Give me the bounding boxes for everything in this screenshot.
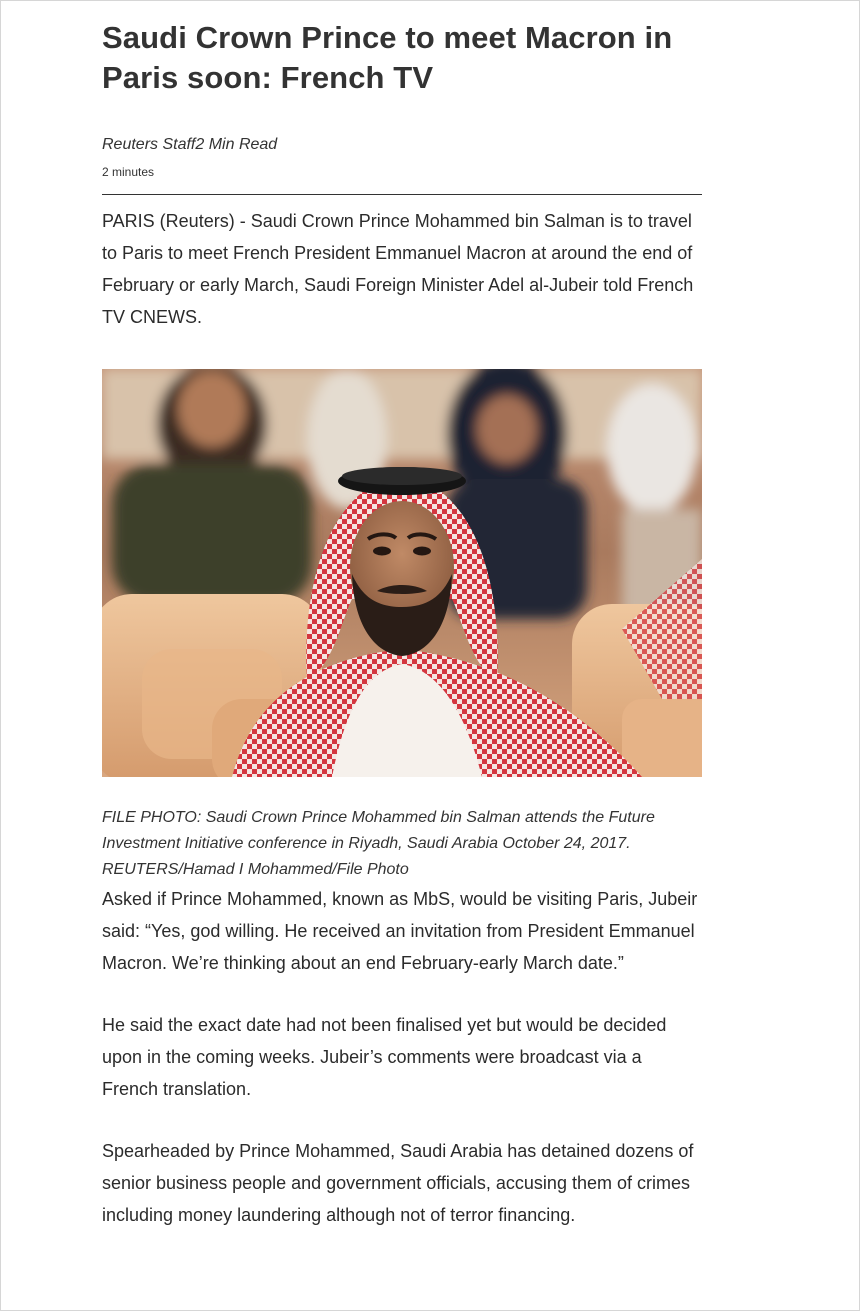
article-headline: Saudi Crown Prince to meet Macron in Paris soon: French TV bbox=[102, 20, 673, 95]
article-photo bbox=[102, 369, 702, 777]
article-paragraph-lead: PARIS (Reuters) - Saudi Crown Prince Mohammed bin Salman is to travel to Paris to meet French President Emmanuel Macron at around the end of February or early March, Saudi Foreign Minister Adel al-Jubeir told French TV CNEWS. bbox=[102, 211, 694, 327]
article-byline: Reuters Staff2 Min Read bbox=[102, 136, 278, 153]
read-time: 2 minutes bbox=[102, 165, 155, 179]
header-divider bbox=[102, 194, 702, 195]
photo-caption: FILE PHOTO: Saudi Crown Prince Mohammed bin Salman attends the Future Investment Initiative conference in Riyadh, Saudi Arabia October 24, 2017. REUTERS/Hamad I Mohammed/File Photo bbox=[102, 809, 655, 878]
article bbox=[102, 0, 702, 1231]
article-paragraph: He said the exact date had not been finalised yet but would be decided upon in the coming weeks. Jubeir’s comments were broadcast via a French translation. bbox=[102, 1015, 667, 1099]
article-paragraph: Asked if Prince Mohammed, known as MbS, would be visiting Paris, Jubeir said: “Yes, god willing. He received an invitation from President Emmanuel Macron. We’re thinking about an end February-early March date.” bbox=[102, 889, 698, 973]
article-paragraph: Spearheaded by Prince Mohammed, Saudi Arabia has detained dozens of senior business people and government officials, accusing them of crimes including money laundering although not of terror financing. bbox=[102, 1141, 694, 1225]
